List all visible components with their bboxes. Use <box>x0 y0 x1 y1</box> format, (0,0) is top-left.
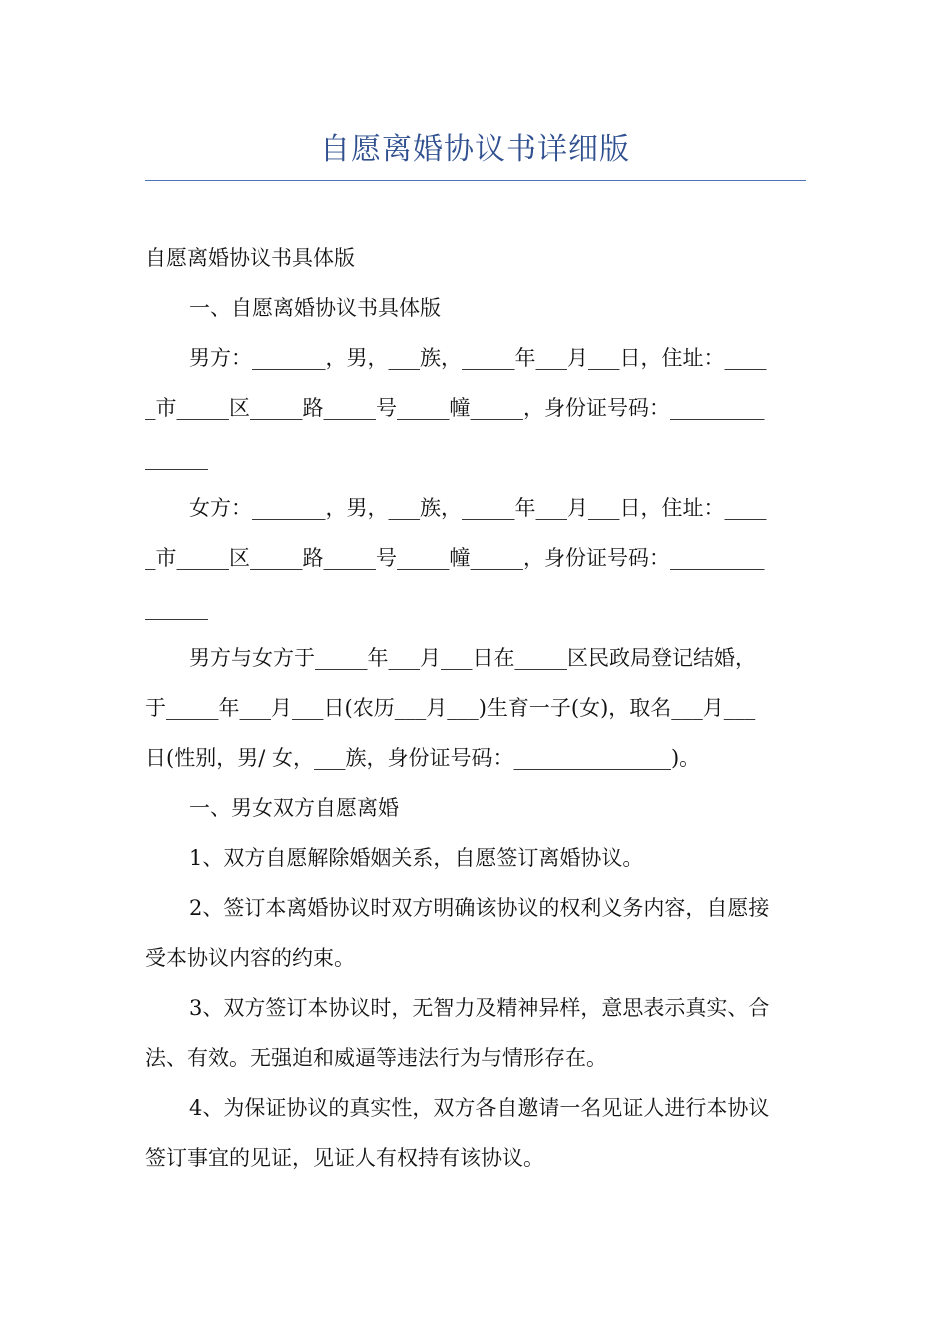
clause-4-line-2: 签订事宜的见证，见证人有权持有该协议。 <box>145 1146 544 1170</box>
title-underline <box>145 180 806 181</box>
clause-2-line-2: 受本协议内容的约束。 <box>145 946 355 970</box>
document-title: 自愿离婚协议书详细版 <box>320 132 630 167</box>
subtitle-line: 自愿离婚协议书具体版 <box>145 246 355 270</box>
male-party-line-1: 男方：_______，男，___族，_____年___月___日，住址：____ <box>189 346 767 370</box>
clause-4-line-1: 4、为保证协议的真实性，双方各自邀请一名见证人进行本协议 <box>189 1096 770 1120</box>
clause-1: 1、双方自愿解除婚姻关系，自愿签订离婚协议。 <box>189 846 644 870</box>
section-heading: 一、自愿离婚协议书具体版 <box>189 296 441 320</box>
female-party-line-3: ______ <box>145 596 208 620</box>
document-body <box>145 233 806 1183</box>
female-party-line-1: 女方：_______，男，___族，_____年___月___日，住址：____ <box>189 496 767 520</box>
clause-heading: 一、男女双方自愿离婚 <box>189 796 399 820</box>
clause-3-line-1: 3、双方签订本协议时，无智力及精神异样，意思表示真实、合 <box>189 996 770 1020</box>
clause-2-line-1: 2、签订本离婚协议时双方明确该协议的权利义务内容，自愿接 <box>189 896 770 920</box>
male-party-line-3: ______ <box>145 446 208 470</box>
marriage-line-2: 于_____年___月___日(农历___月___)生育一子(女)，取名___月___ <box>145 696 756 720</box>
clause-3-line-2: 法、有效。无强迫和威逼等违法行为与情形存在。 <box>145 1046 607 1070</box>
marriage-line-3: 日(性别，男/ 女，___族，身份证号码：_______________)。 <box>145 746 701 770</box>
female-party-line-2: _市_____区_____路_____号_____幢_____，身份证号码：_________ <box>145 546 765 570</box>
male-party-line-2: _市_____区_____路_____号_____幢_____，身份证号码：_________ <box>145 396 765 420</box>
marriage-line-1: 男方与女方于_____年___月___日在_____区民政局登记结婚， <box>189 646 756 670</box>
